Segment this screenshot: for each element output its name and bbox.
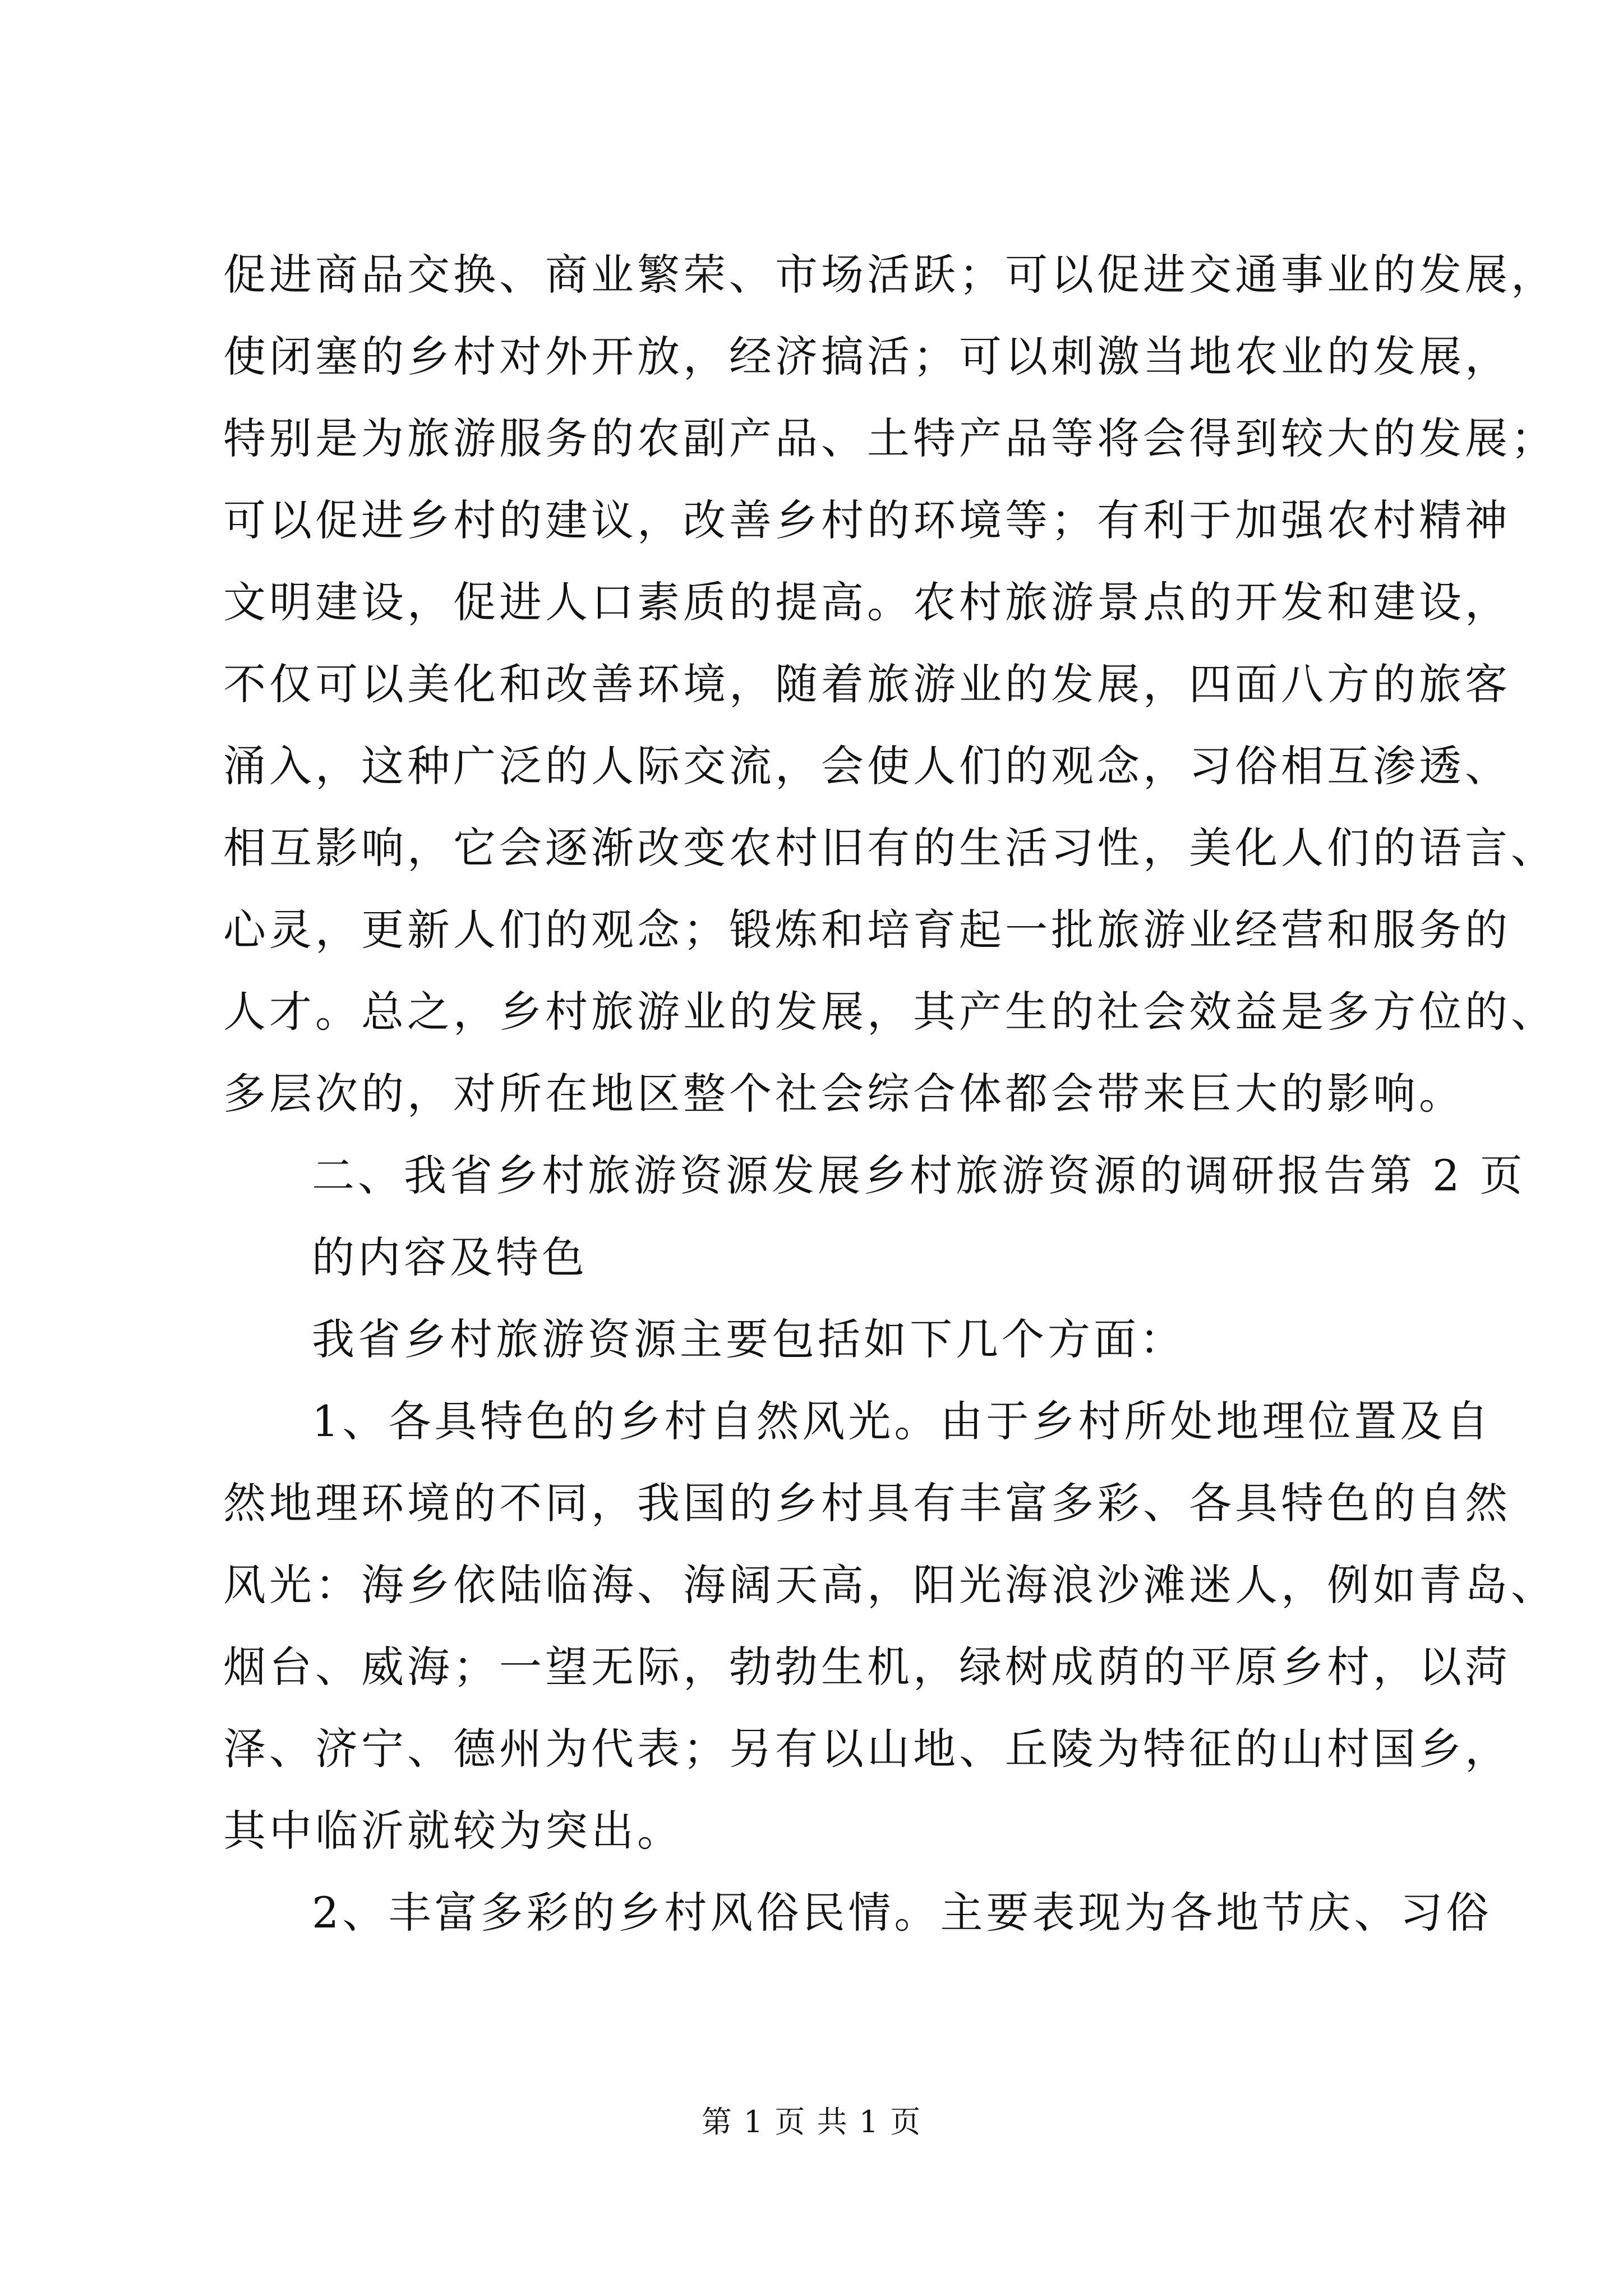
body-line: 促进商品交换、商业繁荣、市场活跃；可以促进交通事业的发展， <box>223 250 1557 300</box>
body-line: 其中临沂就较为突出。 <box>223 1806 683 1856</box>
body-line: 特别是为旅游服务的农副产品、土特产品等将会得到较大的发展； <box>223 413 1557 463</box>
body-line: 人才。总之，乡村旅游业的发展，其产生的社会效益是多方位的、 <box>223 987 1557 1037</box>
page-footer: 第 1 页 共 1 页 <box>701 2104 922 2139</box>
body-line: 烟台、威海；一望无际，勃勃生机，绿树成荫的平原乡村，以菏 <box>223 1642 1511 1692</box>
body-line: 可以促进乡村的建议，改善乡村的环境等；有利于加强农村精神 <box>223 495 1511 545</box>
body-line: 多层次的，对所在地区整个社会综合体都会带来巨大的影响。 <box>223 1069 1465 1119</box>
list-item-start: 1、各具特色的乡村自然风光。由于乡村所处地理位置及自 <box>312 1396 1492 1446</box>
body-line: 然地理环境的不同，我国的乡村具有丰富多彩、各具特色的自然 <box>223 1478 1511 1528</box>
body-line: 泽、济宁、德州为代表；另有以山地、丘陵为特征的山村国乡， <box>223 1724 1511 1774</box>
body-line: 涌入，这种广泛的人际交流，会使人们的观念，习俗相互渗透、 <box>223 741 1511 791</box>
body-line: 使闭塞的乡村对外开放，经济搞活；可以刺激当地农业的发展， <box>223 332 1511 381</box>
body-line: 心灵，更新人们的观念；锻炼和培育起一批旅游业经营和服务的 <box>223 905 1511 955</box>
body-line: 不仅可以美化和改善环境，随着旅游业的发展，四面八方的旅客 <box>223 659 1511 709</box>
section-heading-continued: 的内容及特色 <box>312 1232 588 1282</box>
list-item-start: 2、丰富多彩的乡村风俗民情。主要表现为各地节庆、习俗 <box>312 1888 1492 1938</box>
body-line: 相互影响，它会逐渐改变农村旧有的生活习性，美化人们的语言、 <box>223 823 1557 873</box>
body-line: 我省乡村旅游资源主要包括如下几个方面： <box>312 1314 1186 1364</box>
section-heading: 二、我省乡村旅游资源发展乡村旅游资源的调研报告第 2 页 <box>312 1151 1526 1200</box>
body-line: 风光：海乡依陆临海、海阔天高，阳光海浪沙滩迷人，例如青岛、 <box>223 1560 1557 1610</box>
body-line: 文明建设，促进人口素质的提高。农村旅游景点的开发和建设， <box>223 577 1511 627</box>
